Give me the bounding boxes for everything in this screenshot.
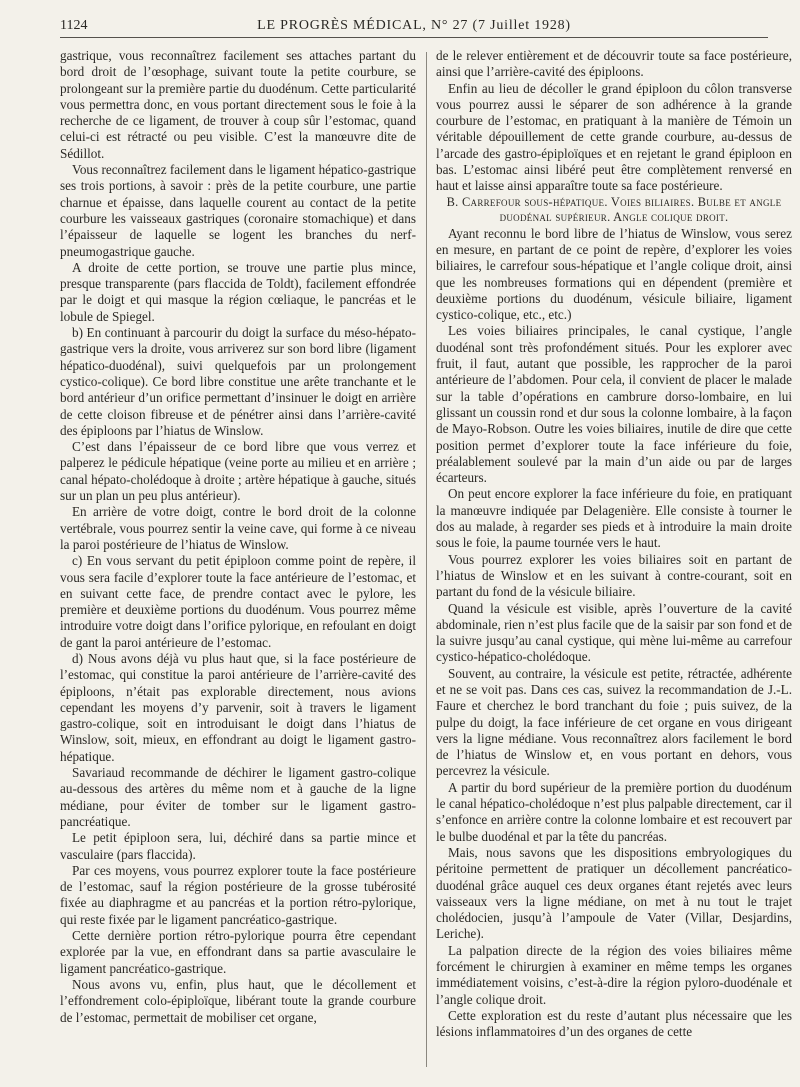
paragraph: de le relever entièrement et de découvrir toute sa face postérieure, ainsi que l’arrière-cavité des épiploons.	[436, 48, 792, 80]
paragraph: Vous reconnaîtrez facilement dans le ligament hépatico-gastrique ses trois portions, à savoir : près de la petite courbure, une partie charnue et épaisse, dans laquelle courent au contact de la petite courbure les vaisseaux gastriques (coronaire stomachique) et dans l’épaisseur de laquelle se logent les branches du nerf-pneumogastrique gauche.	[60, 162, 416, 259]
running-head: LE PROGRÈS MÉDICAL, N° 27 (7 Juillet 1928)	[257, 18, 571, 33]
paragraph: Savariaud recommande de déchirer le ligament gastro-colique au-dessous des artères du même nom et à gauche de la ligne médiane, pour éviter de tomber sur le ligament gastro-pancréatique.	[60, 765, 416, 829]
paragraph: Ayant reconnu le bord libre de l’hiatus de Winslow, vous serez en mesure, en partant de ce point de repère, d’explorer les voies biliaires, le carrefour sous-hépatique et l’angle colique droit, ainsi que les nombreuses formations qui en dépendent (première et deuxième portions du duodénum, vésicule biliaire, ligament cystico-colique, etc., etc.)	[436, 225, 792, 323]
section-heading: B. Carrefour sous-hépatique. Voies biliaires. Bulbe et angle duodénal supérieur. Angle colique droit.	[446, 194, 782, 225]
paragraph: Enfin au lieu de décoller le grand épiploon du côlon transverse vous pourrez aussi le séparer de son adhérence à la grande courbure de l’estomac, en pratiquant à la manière de Témoin un véritable dépouillement de cette grande courbure, au-dessus de l’arcade des gastro-épiploïques et en rejetant le grand épiploon en bas. L’estomac ainsi libéré peut être complètement renversé en haut et laisse ainsi apparaître toute sa face postérieure.	[436, 80, 792, 194]
paragraph: On peut encore explorer la face inférieure du foie, en pratiquant la manœuvre indiquée par Delagenière. Elle consiste à tourner le dos au malade, à regarder ses pieds et à introduire la main droite sous le foie, la paume tournée vers le haut.	[436, 486, 792, 551]
paragraph: Par ces moyens, vous pourrez explorer toute la face postérieure de l’estomac, sauf la région postérieure de la grosse tubérosité fixée au diaphragme et au pancréas et la portion rétro-pylorique, qui reste fixée par le ligament pancréatico-gastrique.	[60, 862, 416, 927]
paragraph: gastrique, vous reconnaîtrez facilement ses attaches partant du bord droit de l’œsophage, suivant toute la petite courbure, se prolongeant sur la première partie du duodénum. Cette particularité vous permettra donc, en vous portant directement sous le foie à la recherche de ce ligament, de trouver à coup sûr l’estomac, quand celui-ci est rétracté ou peu visible. C’est la manœuvre dite de Sédillot.	[60, 48, 416, 161]
paragraph: C’est dans l’épaisseur de ce bord libre que vous verrez et palperez le pédicule hépatique (veine porte au milieu et en arrière ; canal hépato-cholédoque à droite ; artère hépatique à gauche, situés sur un plan un peu plus antérieur).	[60, 439, 416, 504]
paragraph: Vous pourrez explorer les voies biliaires soit en partant de l’hiatus de Winslow et en les suivant à contre-courant, soit en partant du fond de la vésicule biliaire.	[436, 551, 792, 600]
paragraph: Les voies biliaires principales, le canal cystique, l’angle duodénal sont très profondément situés. Pour les explorer avec fruit, il faut, autant que possible, les rapprocher de la paroi antérieure de l’abdomen. Pour cela, il convient de placer le malade sur la table d’opérations en cambrure dorso-lombaire, en lui glissant un coussin rond et dur sous la colonne lombaire, à la façon de Mayo-Robson. Outre les voies biliaires, inutile de dire que cette position permet d’explorer toute la face inférieure du foie, préalablement soulevé par la main d’un aide ou par de larges écarteurs.	[436, 323, 792, 486]
right-column	[436, 48, 792, 1078]
paragraph: Nous avons vu, enfin, plus haut, que le décollement et l’effondrement colo-épiploïque, libérant toute la grande courbure de l’estomac, permettait de mobiliser cet organe,	[60, 976, 416, 1025]
paragraph: A droite de cette portion, se trouve une partie plus mince, presque transparente (pars flaccida de Toldt), facilement effondrée par le doigt et qui masque la région cœliaque, le pancréas et le lobule de Spiegel.	[60, 259, 416, 324]
paragraph: La palpation directe de la région des voies biliaires même forcément le chirurgien à examiner en même temps les organes immédiatement voisins, c’est-à-dire la région pyloro-duodénale et l’angle colique droit.	[436, 942, 792, 1007]
page-number: 1124	[60, 18, 88, 33]
paragraph: Le petit épiploon sera, lui, déchiré dans sa partie mince et vasculaire (pars flaccida).	[60, 830, 416, 862]
paragraph: A partir du bord supérieur de la première portion du duodénum le canal hépatico-cholédoque n’est plus palpable directement, car il s’enfonce en arrière contre la colonne lombaire et est recouvert par le bulbe duodénal et par la tête du pancréas.	[436, 779, 792, 844]
paragraph: b) En continuant à parcourir du doigt la surface du méso-hépato-gastrique vers la droite, vous arriverez sur son bord libre (ligament hépatico-duodénal), suivi quelquefois par un prolongement cystico-colique). Ce bord libre constitue une arête tranchante et le bord antérieur d’un orifice permettant d’insinuer le doigt en arrière de cette cloison fibreuse et de pénétrer ainsi dans l’arrière-cavité des épiploons par l’hiatus de Winslow.	[60, 325, 416, 438]
paragraph: Cette exploration est du reste d’autant plus nécessaire que les lésions inflammatoires d’un des organes de cette	[436, 1007, 792, 1040]
paragraph: Mais, nous savons que les dispositions embryologiques du péritoine permettent de pratiquer un décollement pancréatico-duodénal grâce auquel ces deux organes étant rejetés avec leurs vaisseaux vers la ligne médiane, on met à nu tout le trajet cholédocien, jusqu’à l’ampoule de Vater (Villar, Desjardins, Leriche).	[436, 844, 792, 942]
paragraph: Quand la vésicule est visible, après l’ouverture de la cavité abdominale, rien n’est plus facile que de la saisir par son fond et de la suivre jusqu’au canal cystique, qui mène lui-même au carrefour cystico-hépatico-cholédoque.	[436, 600, 792, 665]
column-divider	[426, 52, 427, 1067]
paragraph: d) Nous avons déjà vu plus haut que, si la face postérieure de l’estomac, qui constitue la paroi antérieure de l’arrière-cavité des épiploons, n’était pas explorable directement, nous avions cependant les moyens d’y parvenir, soit à travers le ligament gastro-colique, soit en introduisant le doigt dans l’hiatus de Winslow, soit, mieux, en effondrant au doigt le ligament gastro-hépatique.	[60, 650, 416, 764]
left-column	[60, 48, 416, 1078]
header-rule	[60, 37, 768, 38]
paragraph: Souvent, au contraire, la vésicule est petite, rétractée, adhérente et ne se voit pas. Dans ces cas, suivez la recommandation de J.-L. Faure et cherchez le bord tranchant du foie ; puis suivez, de la pulpe du doigt, la face inférieure de cet organe en vous dirigeant vers la ligne médiane. Vous reconnaîtrez alors facilement le bord de l’hiatus de Winslow et, en vous portant en dehors, vous percevrez la vésicule.	[436, 665, 792, 779]
paragraph: Cette dernière portion rétro-pylorique pourra être cependant explorée par la vue, en effondrant dans sa partie avasculaire le ligament pancréatico-gastrique.	[60, 928, 416, 976]
paragraph: c) En vous servant du petit épiploon comme point de repère, il vous sera facile d’explorer toute la face antérieure de l’estomac, et en suivant cette face, de prendre contact avec le pylore, les première et deuxième portions du duodénum. Vous pourrez même introduire votre doigt dans l’orifice pylorique, en refoulant en doigt de gant la paroi antérieure de l’estomac.	[60, 553, 416, 650]
paragraph: En arrière de votre doigt, contre le bord droit de la colonne vertébrale, vous pourrez sentir la veine cave, qui forme à ce niveau la paroi postérieure de l’hiatus de Winslow.	[60, 504, 416, 552]
